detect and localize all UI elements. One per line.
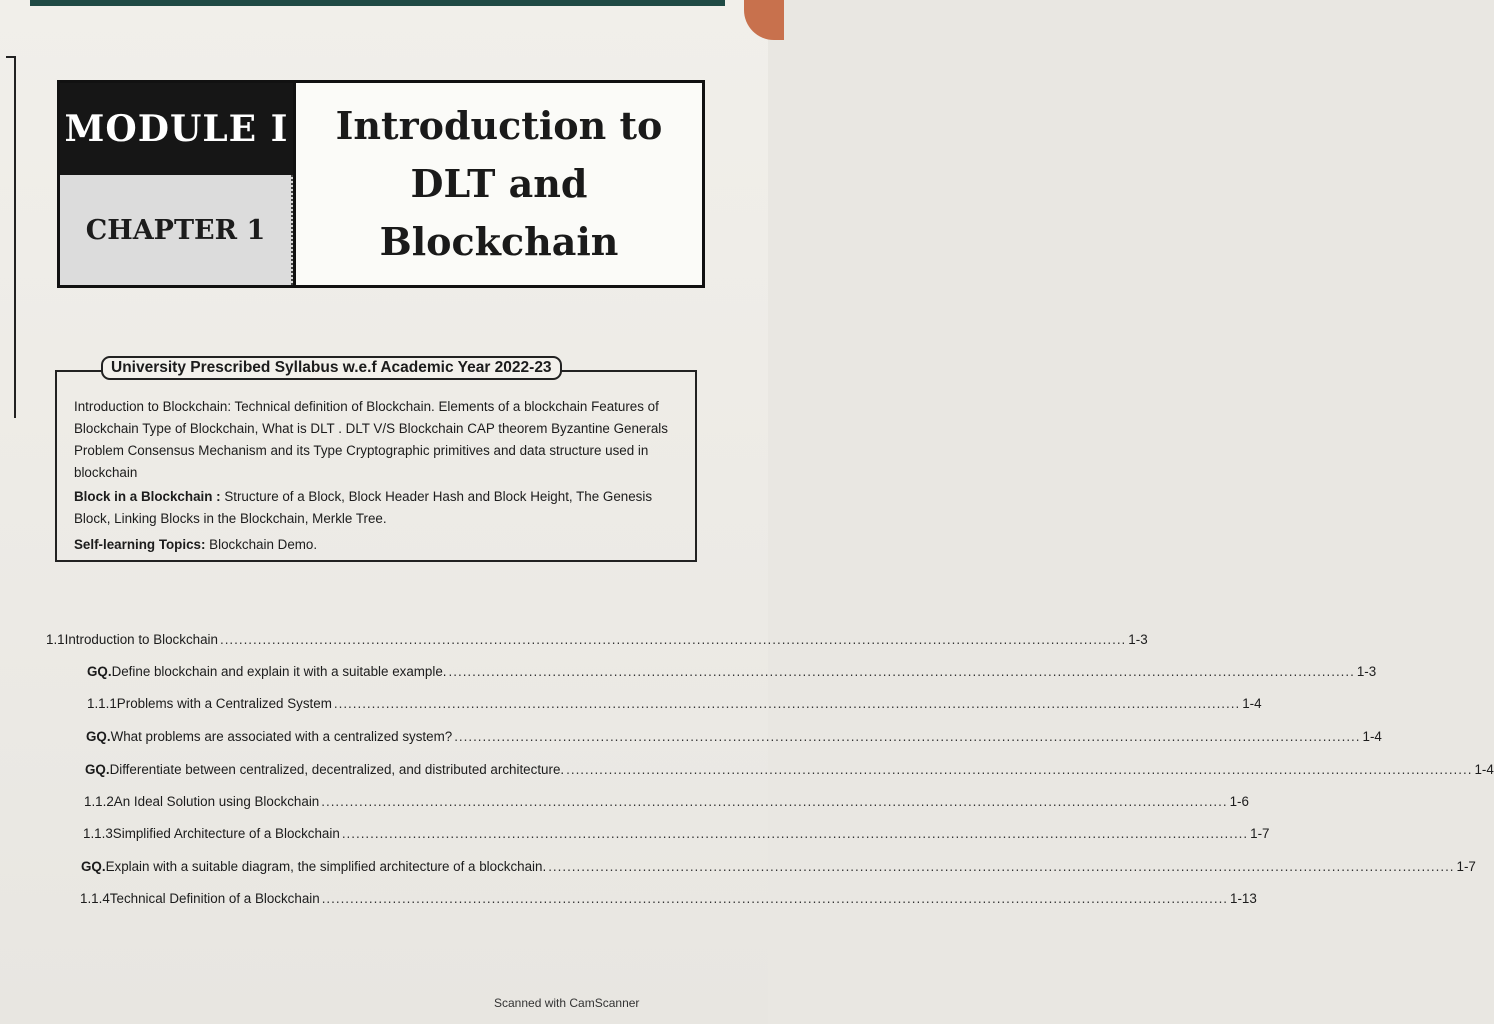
scanner-watermark: Scanned with CamScanner — [494, 996, 640, 1010]
toc-number: 1.1.3 — [83, 826, 113, 841]
chapter-title-line-3: Blockchain — [379, 219, 619, 264]
toc-page: 1-6 — [1229, 794, 1249, 809]
toc-page: 1-7 — [1456, 859, 1476, 874]
chapter-title — [293, 83, 702, 285]
toc-entry — [81, 859, 1476, 874]
toc-leader — [342, 826, 1248, 841]
toc-entry — [87, 664, 1377, 679]
module-label: MODULE I — [60, 83, 293, 175]
toc-page: 1-3 — [1128, 632, 1148, 647]
toc-title: Define blockchain and explain it with a suitable example. — [111, 664, 447, 679]
toc-title: Simplified Architecture of a Blockchain — [112, 826, 340, 841]
toc-leader — [566, 762, 1472, 777]
syllabus-paragraph-self-learning — [74, 534, 682, 556]
syllabus-heading: University Prescribed Syllabus w.e.f Academic Year 2022-23 — [101, 356, 562, 380]
toc-entry — [86, 729, 1382, 744]
chapter-label: CHAPTER 1 — [60, 175, 293, 285]
toc-page: 1-4 — [1474, 762, 1494, 777]
toc-leader — [454, 729, 1360, 744]
toc-title: What problems are associated with a centralized system? — [110, 729, 453, 744]
toc-entry — [80, 891, 1257, 906]
toc-number: 1.1.4 — [80, 891, 110, 906]
toc-entry — [84, 794, 1249, 809]
toc-page: 1-13 — [1230, 891, 1257, 906]
toc-leader — [449, 664, 1355, 679]
syllabus-body — [74, 396, 682, 558]
toc-page: 1-3 — [1356, 664, 1377, 679]
toc-title: Differentiate between centralized, decentralized, and distributed architecture. — [109, 762, 565, 777]
toc-leader — [548, 859, 1454, 874]
toc-leader — [220, 632, 1126, 647]
toc-entry — [46, 632, 1148, 647]
toc-entry — [85, 762, 1494, 777]
toc-title: Introduction to Blockchain — [64, 632, 218, 647]
toc-number: 1.1.1 — [87, 696, 117, 711]
toc-page: 1-4 — [1362, 729, 1382, 744]
margin-bracket — [6, 56, 16, 418]
toc-title: Problems with a Centralized System — [116, 696, 332, 711]
toc-number: 1.1.2 — [84, 794, 114, 809]
chapter-title-line-2: DLT and — [410, 161, 588, 206]
toc-leader — [322, 891, 1228, 906]
toc-leader — [334, 696, 1240, 711]
book-cover-edge — [30, 0, 725, 6]
syllabus-paragraph-intro: Introduction to Blockchain: Technical definition of Blockchain. Elements of a blockchain Features of Blockchain Type of Blockchain, What is DLT . DLT V/S Blockchain CAP theorem Byzantine Generals Problem Consensus Mechanism and its Type Cryptographic primitives and data structure used in blockchain — [74, 399, 668, 480]
toc-title: An Ideal Solution using Blockchain — [113, 794, 320, 809]
chapter-header — [57, 80, 705, 288]
syllabus-block-text: Structure of a Block, Block Header Hash and Block Height, The Genesis Block, Linking Blocks in the Blockchain, Merkle Tree. — [74, 489, 653, 526]
syllabus-block-label: Block in a Blockchain : — [74, 489, 221, 504]
toc-leader — [321, 794, 1227, 809]
toc-number: GQ. — [87, 664, 112, 679]
toc-page: 1-7 — [1250, 826, 1270, 841]
syllabus-paragraph-block — [74, 486, 682, 530]
toc-entry — [87, 696, 1262, 711]
finger-edge — [744, 0, 784, 40]
toc-number: 1.1 — [46, 632, 65, 647]
toc-number: GQ. — [81, 859, 106, 874]
syllabus-self-learning-label: Self-learning Topics: — [74, 537, 206, 552]
toc-entry — [83, 826, 1270, 841]
toc-title: Explain with a suitable diagram, the simplified architecture of a blockchain. — [105, 859, 547, 874]
toc-number: GQ. — [86, 729, 111, 744]
toc-number: GQ. — [85, 762, 110, 777]
chapter-title-line-1: Introduction to — [335, 103, 663, 148]
toc-page: 1-4 — [1242, 696, 1262, 711]
syllabus-box — [55, 359, 697, 562]
syllabus-self-learning-text: Blockchain Demo. — [205, 537, 318, 552]
toc-title: Technical Definition of a Blockchain — [109, 891, 320, 906]
